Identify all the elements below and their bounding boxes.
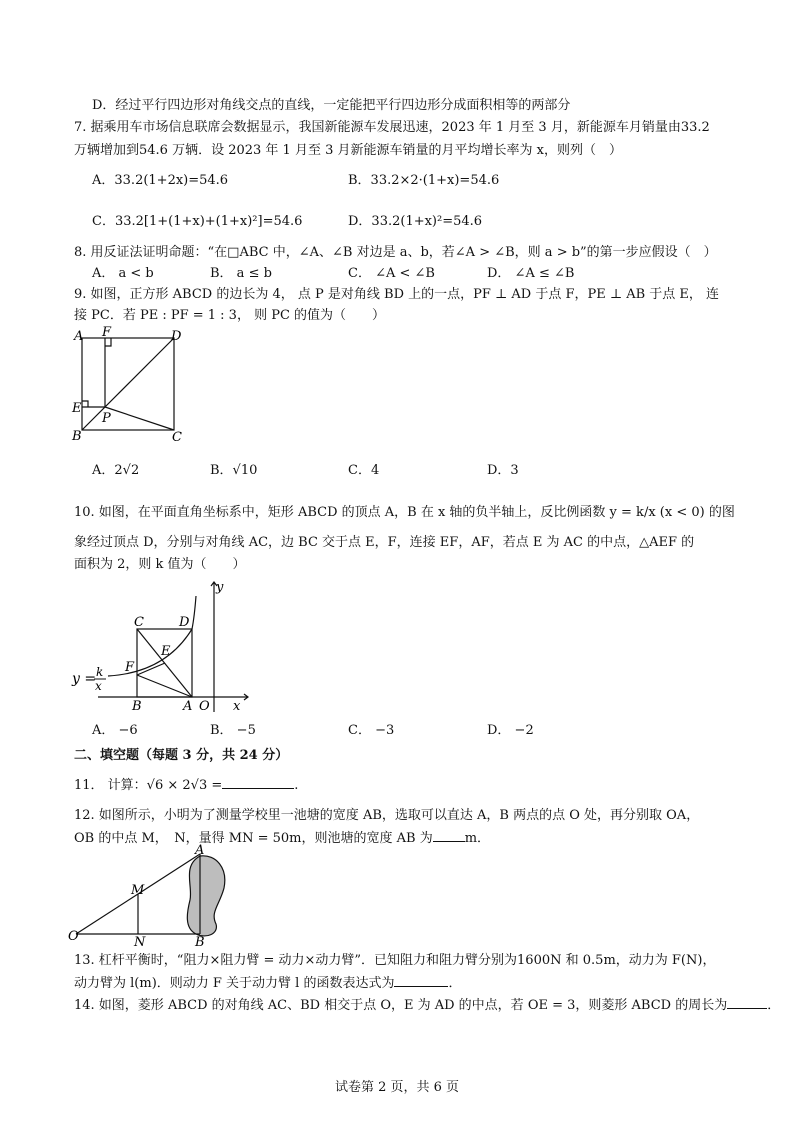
q10-option-b: B． −5 xyxy=(210,723,256,738)
q10-label-x-denominator: x xyxy=(95,679,102,693)
q8-option-d: D． ∠A ≤ ∠B xyxy=(487,266,575,281)
q8-option-a: A． a < b xyxy=(92,266,154,281)
q7-option-d: D．33.2(1+x)²=54.6 xyxy=(348,214,483,229)
q10-label-o: O xyxy=(199,699,210,714)
q10-option-c: C． −3 xyxy=(348,723,395,738)
q9-label-a: A xyxy=(74,329,84,344)
q8-stem: 8. 用反证法证明命题：“在□ABC 中，∠A、∠B 对边是 a、b，若∠A > ∠B，则 a > b”的第一步应假设（ ） xyxy=(74,245,717,260)
q10-label-y: y xyxy=(216,580,224,595)
q9-label-p: P xyxy=(102,411,111,426)
q9-label-b: B xyxy=(72,429,82,444)
q7-stem-line2: 万辆增加到54.6 万辆．设 2023 年 1 月至 3 月新能源车销量的月平均增长率为 x，则列（ ） xyxy=(74,143,622,158)
q10-option-a: A． −6 xyxy=(92,723,138,738)
q9-label-d: D xyxy=(171,329,182,344)
q6-option-d: D．经过平行四边形对角线交点的直线，一定能把平行四边形分成面积相等的两部分 xyxy=(92,98,571,113)
q12-label-b: B xyxy=(195,935,205,950)
q10-label-b: B xyxy=(132,699,142,714)
q12-answer-blank[interactable] xyxy=(433,829,465,842)
q11-question xyxy=(74,776,298,794)
q13-stem-line1: 13. 杠杆平衡时，“阻力×阻力臂 = 动力×动力臂”．已知阻力和阻力臂分别为1600N 和 0.5m，动力为 F(N)， xyxy=(74,953,716,968)
q10-label-k: k xyxy=(96,665,104,679)
q12-label-m: M xyxy=(131,883,145,898)
q12-label-n: N xyxy=(134,935,146,950)
q9-stem-line1: 9. 如图，正方形 ABCD 的边长为 4， 点 P 是对角线 BD 上的一点，PF ⊥ AD 于点 F，PE ⊥ AB 于点 E， 连 xyxy=(74,287,720,302)
q10-label-x-axis: x xyxy=(233,699,241,714)
q13-stem-line2: 动力臂为 l(m)．则动力 F 关于动力臂 l 的函数表达式为 xyxy=(74,976,395,991)
q12-stem-line1: 12. 如图所示，小明为了测量学校里一池塘的宽度 AB，选取可以直达 A，B 两点的点 O 处，再分别取 OA， xyxy=(74,808,700,823)
q9-square-figure xyxy=(70,325,190,448)
q7-stem-line1: 7. 据乘用车市场信息联席会数据显示，我国新能源车发展迅速，2023 年 1 月至 3 月，新能源车月销量由33.2 xyxy=(74,120,710,135)
q11-text: 11． 计算：√6 × 2√3 = xyxy=(74,778,223,793)
q10-label-e: E xyxy=(161,644,171,659)
q10-label-c: C xyxy=(134,615,144,630)
q14-answer-blank[interactable] xyxy=(727,996,767,1009)
q10-label-f: F xyxy=(125,660,135,675)
q8-option-c: C． ∠A < ∠B xyxy=(348,266,435,281)
q14-stem: 14. 如图，菱形 ABCD 的对角线 AC、BD 相交于点 O，E 为 AD 的中点，若 OE = 3，则菱形 ABCD 的周长为 xyxy=(74,998,728,1013)
page-footer: 试卷第 2 页，共 6 页 xyxy=(334,1080,460,1095)
q11-end: . xyxy=(294,778,299,793)
q13-answer-blank[interactable] xyxy=(394,974,448,987)
q14-end: ． xyxy=(767,998,781,1013)
q10-label-d: D xyxy=(179,615,190,630)
q10-stem-line2: 象经过顶点 D，分别与对角线 AC，边 BC 交于点 E，F，连接 EF，AF，若点 E 为 AC 的中点，△AEF 的 xyxy=(74,535,695,550)
q13-stem-line2-wrap xyxy=(74,974,461,992)
q9-label-e: E xyxy=(72,401,82,416)
q10-stem-line3: 面积为 2，则 k 值为（ ） xyxy=(74,557,246,572)
q12-pond-figure xyxy=(66,842,226,952)
q7-option-c: C．33.2[1+(1+x)+(1+x)²]=54.6 xyxy=(92,214,303,229)
q10-stem-line1: 10. 如图，在平面直角坐标系中，矩形 ABCD 的顶点 A，B 在 x 轴的负半轴上，反比例函数 y = k/x (x < 0) 的图 xyxy=(74,505,735,520)
q9-option-d: D．3 xyxy=(487,463,519,478)
q12-label-a: A xyxy=(195,843,205,858)
q9-option-a: A．2√2 xyxy=(92,463,140,478)
section-2-title: 二、填空题（每题 3 分，共 24 分） xyxy=(74,748,289,763)
q12-stem-line2: OB 的中点 M， N，量得 MN = 50m，则池塘的宽度 AB 为 xyxy=(74,831,433,846)
q7-option-a: A．33.2(1+2x)=54.6 xyxy=(92,173,229,188)
q10-label-func: y = xyxy=(72,671,97,687)
q10-label-a: A xyxy=(183,699,193,714)
q7-option-b: B．33.2×2·(1+x)=54.6 xyxy=(348,173,500,188)
q11-answer-blank[interactable] xyxy=(222,776,294,789)
q9-option-b: B．√10 xyxy=(210,463,258,478)
q12-unit: m． xyxy=(464,831,491,846)
q8-option-b: B． a ≤ b xyxy=(210,266,272,281)
q9-label-c: C xyxy=(172,430,182,445)
q10-option-d: D． −2 xyxy=(487,723,534,738)
q12-label-o: O xyxy=(68,929,79,944)
q9-label-f: F xyxy=(102,325,112,340)
q9-stem-line2: 接 PC．若 PE : PF = 1 : 3， 则 PC 的值为（ ） xyxy=(74,308,386,323)
q14-stem-wrap xyxy=(74,996,780,1014)
q10-coordinate-figure xyxy=(68,576,268,716)
q13-end: ． xyxy=(448,976,462,991)
q9-option-c: C．4 xyxy=(348,463,380,478)
